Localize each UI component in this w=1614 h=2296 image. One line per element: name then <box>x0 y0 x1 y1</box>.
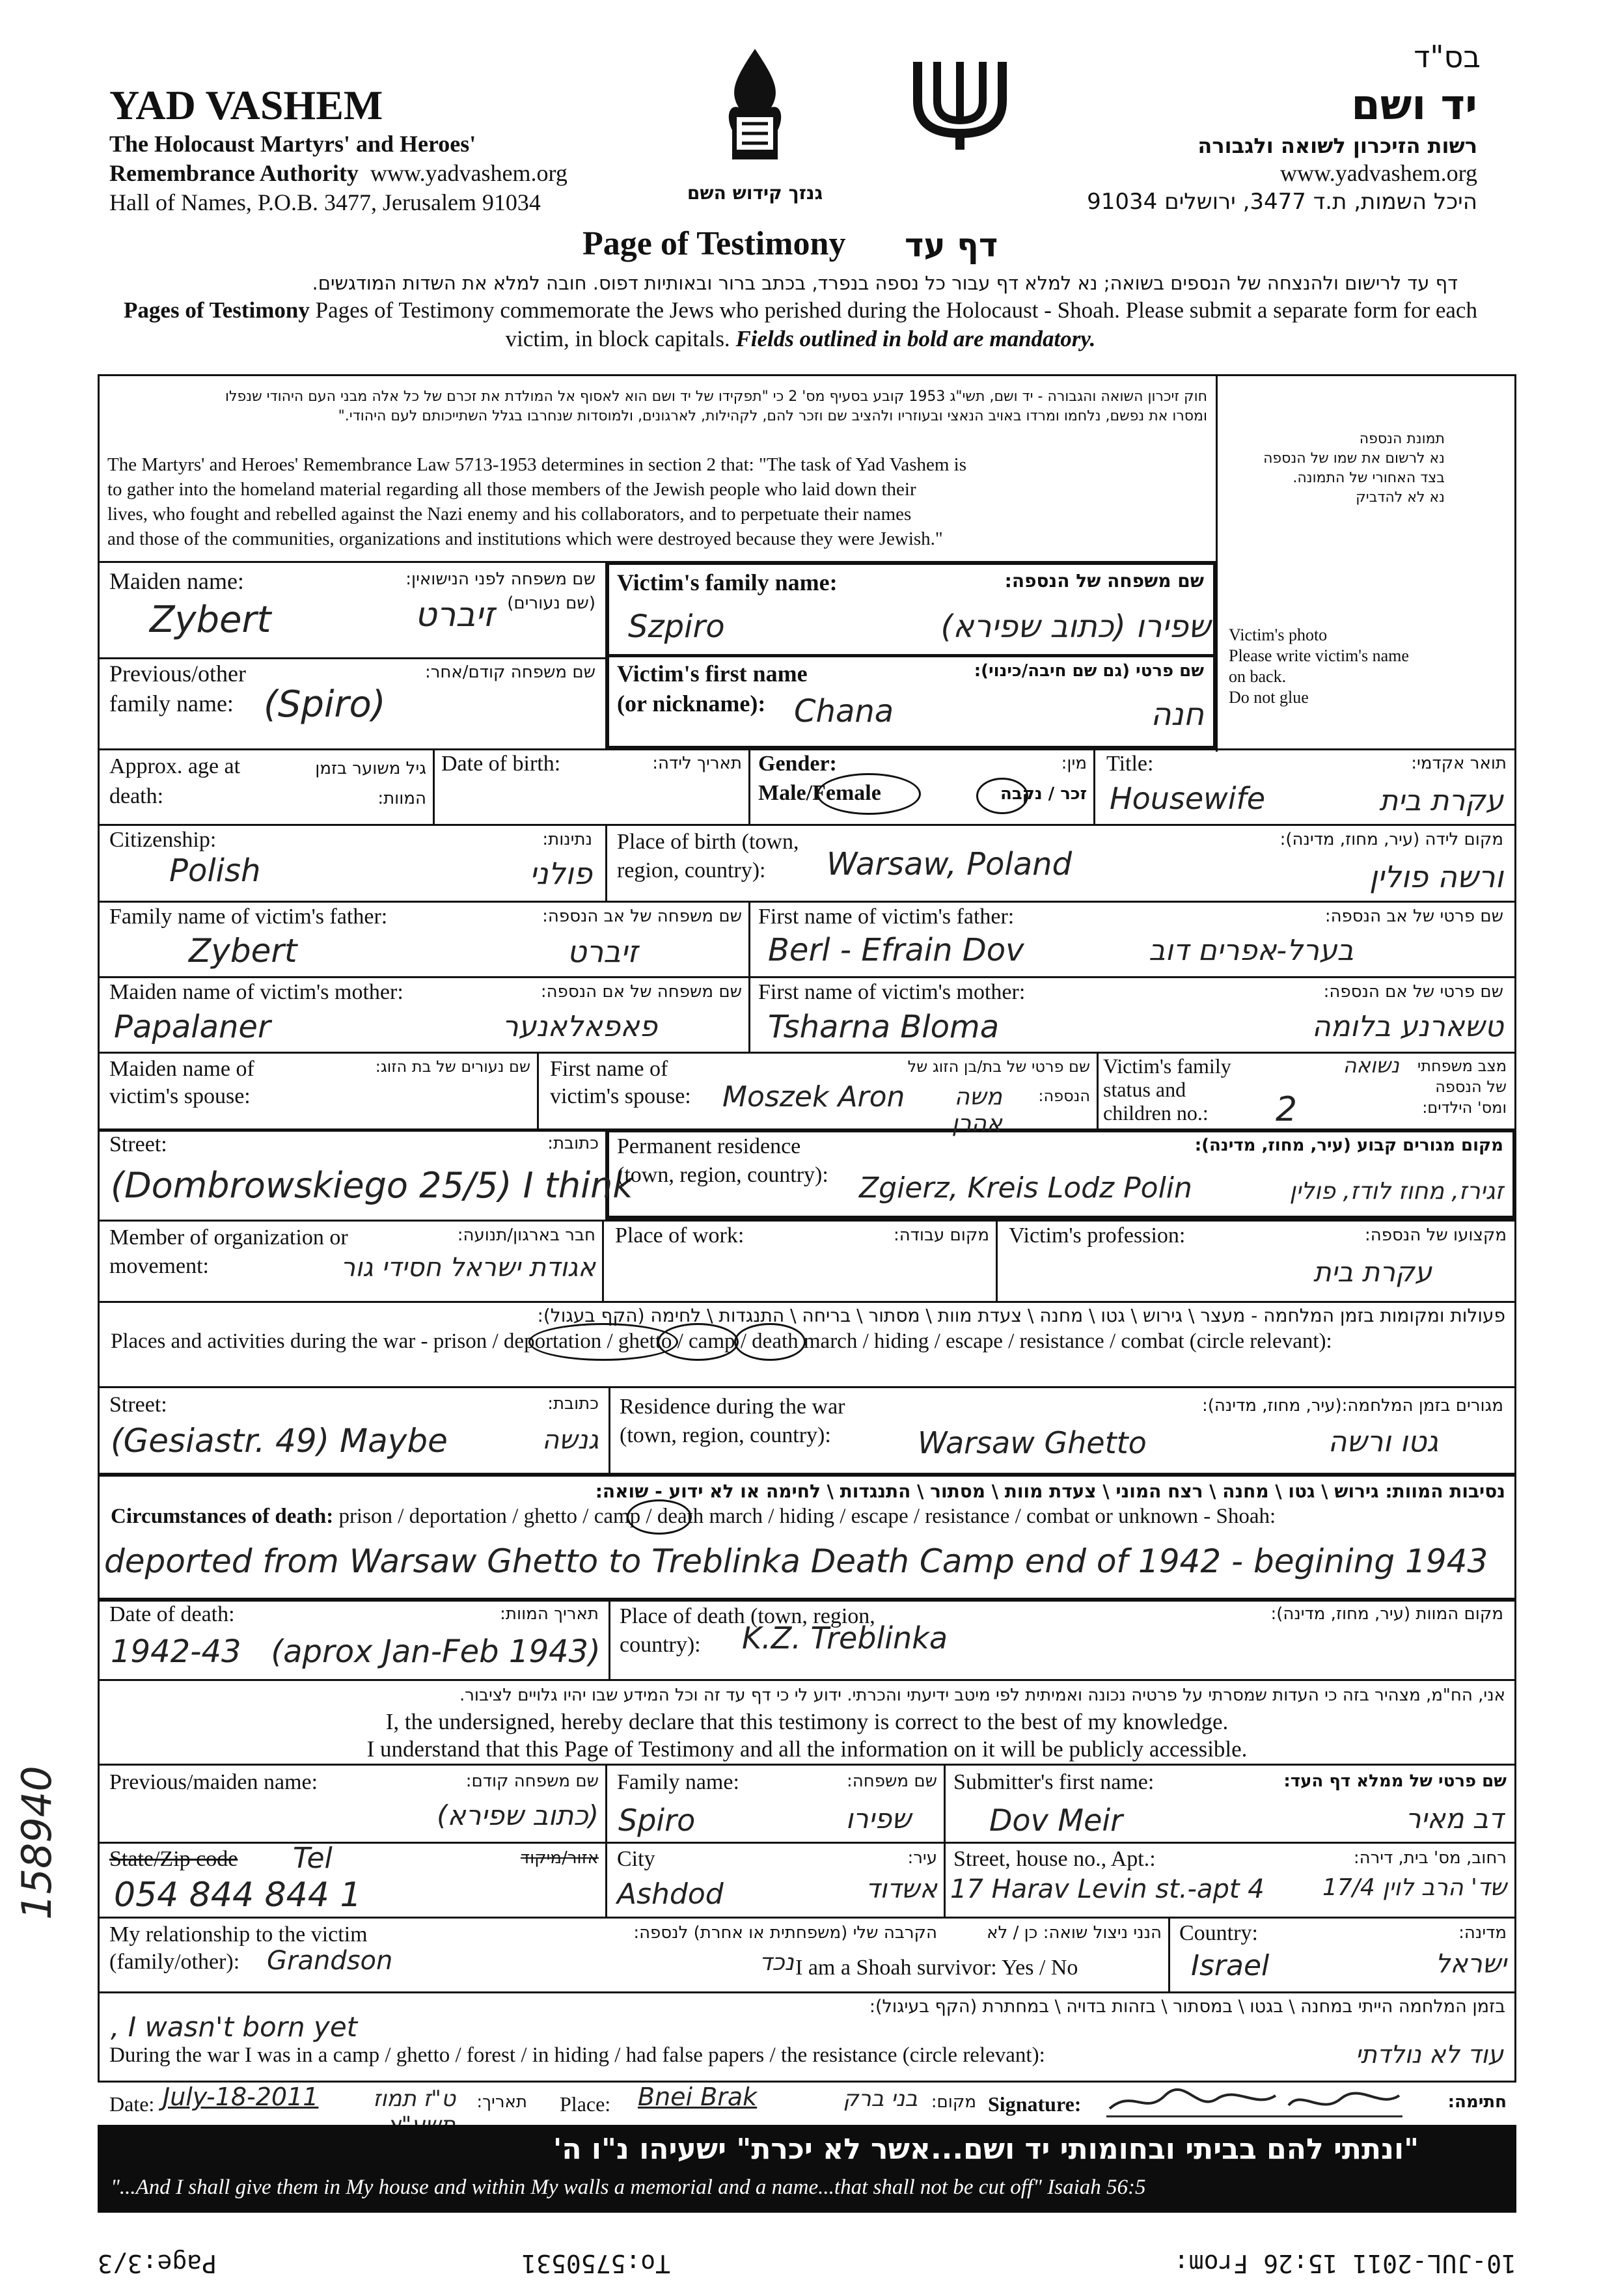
photo-instructions-he: תמונת הנספה נא לרשום את שמו של הנספה בצד האחורי של התמונה. נא לא להדביק <box>1263 431 1445 506</box>
gender-options-he: זכר / נקבה <box>1000 784 1087 804</box>
maiden-name-value[interactable]: Zybert <box>150 599 271 641</box>
gender-label: Gender: <box>758 752 837 776</box>
org-address-en: Hall of Names, P.O.B. 3477, Jerusalem 91034 <box>109 189 541 215</box>
family-status-label: Victim's family status and children no.: <box>1103 1054 1231 1125</box>
date-value-he[interactable]: ט"ז תמוז <box>373 2086 456 2112</box>
family-name-value-he[interactable]: שפירו (כתוב שפירא) <box>940 608 1210 645</box>
ghetto-circle <box>657 1323 739 1361</box>
relationship-value-he[interactable]: נכד <box>759 1949 794 1976</box>
org-address-he: היכל השמות, ת.ד 3477, ירושלים 91034 <box>1087 189 1477 215</box>
previous-name-label-he: שם משפחה קודם/אחר: <box>424 663 595 682</box>
spouse-maiden-label: Maiden name of victim's spouse: <box>109 1057 254 1108</box>
death-date-label-he: תאריך המוות: <box>500 1604 599 1624</box>
declaration-he: אני, הח"מ, מצהיר בזה כי העדות שמסרתי על פרטיה נכונה ואמיתית לפי מיטב ידיעתי והכרתי. ידוע לי כי דף עד זה וכל המידע שבו יהיו גלויים לציבור. <box>459 1686 1505 1705</box>
place-value[interactable]: Bnei Brak <box>638 2083 758 2111</box>
mother-first-label-he: שם פרטי של אם הנספה: <box>1323 982 1503 1002</box>
profession-label: Victim's profession: <box>1009 1223 1186 1248</box>
relationship-label-he: הקרבה שלי (משפחתית או אחרת) לנספה: <box>633 1923 937 1943</box>
war-residence-label: Residence during the war (town, region, country): <box>620 1395 845 1447</box>
footer-quote-en: "...And I shall give them in My house and within My walls a memorial and a name...that shall not be cut off" Isaiah 56:5 <box>111 2176 1146 2199</box>
spouse-first-label-he: שם פרטי של בת/בן הזוג של <box>907 1058 1090 1076</box>
footer-quote-banner <box>98 2125 1516 2213</box>
law-text-en: The Martyrs' and Heroes' Remembrance Law 5713-1953 determines in section 2 that: "The task of Yad Vashem is to gather into the homeland material regarding all those members of the Jewish people who laid down their lives, who fought and rebelled against the Nazi enemy and his collaborators, and to perpetuate their names and those of the communities, organizations and institutions which were destroyed because they were Jewish." <box>107 454 966 549</box>
family-name-label: Victim's family name: <box>617 569 838 595</box>
submitter-prev-name-label: Previous/maiden name: <box>109 1770 318 1794</box>
submitter-first-name-label: Submitter's first name: <box>953 1770 1155 1794</box>
spouse-first-value[interactable]: Moszek Aron <box>722 1080 905 1114</box>
first-name-value-he[interactable]: חנה <box>1151 696 1204 733</box>
birthplace-value-he[interactable]: ורשה פולין <box>1369 859 1503 894</box>
citizenship-value[interactable]: Polish <box>169 853 261 889</box>
yad-vashem-flame-logo <box>709 46 800 169</box>
family-status-value-he[interactable]: נשואה <box>1343 1053 1399 1078</box>
submitter-street-value-he[interactable]: שד' הרב לוין 17/4 <box>1322 1874 1507 1901</box>
submitter-family-name-label-he: שם משפחה: <box>847 1771 937 1791</box>
citizenship-label-he: נתינות: <box>542 830 592 849</box>
submitter-family-name-value[interactable]: Spiro <box>618 1803 696 1838</box>
father-family-value[interactable]: Zybert <box>189 932 297 970</box>
org-name-he: יד ושם <box>1351 81 1477 130</box>
death-camp-circle <box>627 1499 692 1535</box>
residence-label: Permanent residence (town, region, country): <box>617 1134 828 1187</box>
mother-first-label: First name of victim's mother: <box>758 980 1026 1004</box>
submitter-city-value-he[interactable]: אשדוד <box>866 1874 937 1904</box>
death-circumstances-he: נסיבות המוות: גירוש \ גטו \ מחנה \ רצח המוני \ צעדת מוות \ מסתור \ התנגדות \ לחימה או לא ידוע - שואה: <box>595 1481 1505 1502</box>
death-place-label-he: מקום המוות (עיר, מחוז, מדינה): <box>1270 1604 1503 1624</box>
org-url-he: www.yadvashem.org <box>1280 160 1477 186</box>
death-place-label: Place of death (town, region, country): <box>620 1604 875 1657</box>
photo-instructions-en: Victim's photo Please write victim's name on back. Do not glue <box>1229 625 1409 707</box>
first-name-label: Victim's first name (or nickname): <box>617 661 808 717</box>
title-label-he: תואר אקדמי: <box>1411 754 1507 773</box>
fax-left-text: Page:3/3 <box>98 2249 217 2278</box>
father-first-label: First name of victim's father: <box>758 905 1015 929</box>
signature-scribble[interactable] <box>1106 2083 1406 2122</box>
mother-first-value[interactable]: Tsharna Bloma <box>768 1009 1000 1045</box>
country-label: Country: <box>1179 1921 1258 1945</box>
workplace-label-he: מקום עבודה: <box>893 1225 989 1245</box>
street-label: Street: <box>109 1132 167 1156</box>
submitter-zip-label: State/Zip code <box>109 1847 238 1871</box>
first-name-value[interactable]: Chana <box>794 693 894 730</box>
submitter-street-label: Street, house no., Apt.: <box>953 1847 1156 1871</box>
war-street-value-he[interactable]: גנשה <box>542 1425 599 1455</box>
submitter-prev-name-value-he[interactable]: (כתוב שפירא) <box>437 1799 599 1831</box>
father-first-value-he[interactable]: בערל-אפרים דוב <box>1149 934 1354 967</box>
war-street-label-he: כתובת: <box>547 1394 599 1414</box>
during-war-he: בזמן המלחמה הייתי במחנה \ בגטו \ במסתור \ בזהות בדויה \ במחתרת (הקף בעיגול): <box>869 1997 1505 2017</box>
date-label-he: תאריך: <box>476 2092 527 2112</box>
submitter-prev-name-label-he: שם משפחה קודם: <box>465 1771 599 1791</box>
family-name-label-he: שם משפחה של הנספה: <box>1004 570 1204 592</box>
birthplace-label: Place of birth (town, region, country): <box>617 830 799 882</box>
organization-label-he: חבר בארגון/תנועה: <box>457 1225 595 1245</box>
org-line2-he: רשות הזיכרון לשואה ולגבורה <box>1197 133 1477 158</box>
page-title-he: דף עד <box>905 226 998 264</box>
place-label: Place: <box>560 2092 611 2116</box>
title-value[interactable]: Housewife <box>1110 781 1266 816</box>
signature-label: Signature: <box>988 2092 1082 2116</box>
death-circumstances-en: Circumstances of death: prison / deportation / ghetto / camp / death march / hiding / escape / resistance / combat or unknown - Shoah: <box>111 1505 1276 1528</box>
organization-value-he[interactable]: אגודת ישראל חסידי גור <box>340 1253 595 1283</box>
war-street-label: Street: <box>109 1393 167 1417</box>
maiden-name-label-he: שם משפחה לפני הנישואין: <box>405 569 595 589</box>
residence-value-he[interactable]: זגירז, מחוז לודז, פולין <box>1289 1178 1503 1205</box>
date-value[interactable]: July-18-2011 <box>163 2083 319 2111</box>
birthplace-value[interactable]: Warsaw, Poland <box>827 846 1073 882</box>
death-date-value[interactable]: 1942-43 (aprox Jan-Feb 1943) <box>111 1633 601 1670</box>
menorah-logo <box>911 55 1009 153</box>
fax-header-line <box>98 2239 1516 2278</box>
spouse-maiden-label-he: שם נעורים של בת הזוג: <box>375 1058 530 1076</box>
submitter-city-label: City <box>617 1847 655 1871</box>
children-count-value[interactable]: 2 <box>1276 1090 1298 1129</box>
submitter-family-name-value-he[interactable]: שפירו <box>845 1803 911 1835</box>
org-line2-en: The Holocaust Martyrs' and Heroes' <box>109 131 476 157</box>
country-label-he: מדינה: <box>1458 1923 1507 1943</box>
death-date-label: Date of death: <box>109 1602 235 1626</box>
logo-caption-he: גנזך קידוש השם <box>687 182 823 204</box>
submitter-first-name-label-he: שם פרטי של ממלא דף העד: <box>1283 1771 1507 1791</box>
street-value[interactable]: (Dombrowskiego 25/5) I think <box>111 1165 633 1206</box>
birthplace-label-he: מקום לידה (עיר, מחוז, מדינה): <box>1279 830 1503 849</box>
submitter-family-name-label: Family name: <box>617 1770 739 1794</box>
profession-value-he[interactable]: עקרת בית <box>1313 1256 1432 1288</box>
profession-label-he: מקצועו של הנספה: <box>1365 1225 1507 1245</box>
father-family-label: Family name of victim's father: <box>109 905 388 929</box>
fax-center-text: To:5750531 <box>521 2249 670 2278</box>
war-residence-value[interactable]: Warsaw Ghetto <box>918 1425 1147 1460</box>
war-street-value[interactable]: (Gesiastr. 49) Maybe <box>111 1422 448 1460</box>
father-first-value[interactable]: Berl - Efrain Dov <box>768 932 1024 968</box>
residence-value[interactable]: Zgierz, Kreis Lodz Polin <box>859 1171 1192 1205</box>
family-name-value[interactable]: Szpiro <box>628 608 725 645</box>
first-name-label-he: שם פרטי (גם שם חיבה/כינוי): <box>974 661 1204 681</box>
instructions-he: דף עד לרישום ולהנצחה של הנספים בשואה; נא למלא דף עבור כל נספה בנפרד, בכתב ברור ובאותיות דפוס. חובה למלא את השדות המודגשים. <box>312 272 1458 294</box>
submitter-zip-label-he: אזור/מיקוד <box>520 1848 599 1868</box>
mother-first-value-he[interactable]: טשארנע בלומה <box>1311 1010 1503 1043</box>
deportation-circle <box>528 1323 678 1361</box>
instructions-en: Pages of Testimony Pages of Testimony commemorate the Jews who perished during the Holocaust - Shoah. Please submit a separate form for each victim, in block capitals. Fields outlined in bold are mandatory. <box>124 297 1477 351</box>
family-status-label-he: מצב משפחתי של הנספה ומס' הילדים: <box>1417 1057 1507 1117</box>
page-title-en: Page of Testimony <box>582 225 846 262</box>
street-label-he: כתובת: <box>547 1134 599 1153</box>
organization-label: Member of organization or movement: <box>109 1225 348 1278</box>
org-line3-en: Remembrance Authority www.yadvashem.org <box>109 160 568 186</box>
age-label: Approx. age at death: <box>109 754 241 808</box>
spouse-first-label: First name of victim's spouse: <box>550 1057 691 1108</box>
header-corner-hebrew: בס"ד <box>1414 39 1481 74</box>
margin-handwritten-number: 158940 <box>13 1766 61 1920</box>
spouse-first-label-he2: הנספה: <box>1038 1087 1090 1105</box>
mother-maiden-value-he[interactable]: פאפאלאנער <box>502 1010 657 1043</box>
survivor-label-he: הנני ניצול שואה: כן / לא <box>987 1923 1162 1943</box>
submitter-city-value[interactable]: Ashdod <box>617 1878 724 1911</box>
submitter-phone-value[interactable]: 054 844 844 1 <box>114 1876 362 1915</box>
submitter-city-label-he: עיר: <box>907 1848 937 1868</box>
law-text-he: חוק זיכרון השואה והגבורה - יד ושם, תשי"ג 1953 קובע בסעיף מס' 2 כי "תפקידו של יד ושם הוא לאסוף אל המולדת את זכרם של כל אלה מבני העם היהודי שנפלו ומסרו את נפשם, נלחמו ומרדו באויב הנאצי ובעוזריו ולהציב שם וזכר להם, לקהילות, לארגונים, ולמוסדות שנחרבו בגלל השתייכותם לעם היהודי." <box>225 389 1207 424</box>
gender-female-circle <box>817 773 921 815</box>
footer-quote-he: "ונתתי להם בביתי ובחומותי יד ושם...אשר לא יכרת" ישעיהו נ"ו ה' <box>553 2133 1419 2166</box>
father-first-label-he: שם פרטי של אב הנספה: <box>1324 907 1503 926</box>
declaration-en: I, the undersigned, hereby declare that this testimony is correct to the best of my knowledge. I understand that this Page of Testimony and all the information on it will be publicly accessible. <box>366 1709 1248 1762</box>
death-circumstances-value[interactable]: deported from Warsaw Ghetto to Treblinka Death Camp end of 1942 - begining 1943 <box>104 1542 1488 1580</box>
signature-label-he: חתימה: <box>1447 2092 1507 2112</box>
gender-female-he-circle <box>976 778 1028 814</box>
org-name-en: YAD VASHEM <box>109 82 383 128</box>
citizenship-label: Citizenship: <box>109 828 217 852</box>
father-family-value-he[interactable]: זיברט <box>567 934 638 969</box>
maiden-name-label-he2: (שם נעורים) <box>507 594 595 613</box>
survivor-label[interactable]: I am a Shoah survivor: Yes / No <box>795 1956 1078 1980</box>
previous-name-value[interactable]: (Spiro) <box>264 683 386 726</box>
title-value-he[interactable]: עקרת בית <box>1379 784 1503 817</box>
submitter-first-name-value-he[interactable]: דב מאיר <box>1405 1803 1503 1835</box>
submitter-street-value[interactable]: 17 Harav Levin st.-apt 4 <box>950 1874 1265 1904</box>
during-war-value-he[interactable]: עוד לא נולדתי <box>1355 2040 1503 2069</box>
workplace-label: Place of work: <box>615 1223 745 1248</box>
citizenship-value-he[interactable]: פולני <box>529 856 592 891</box>
country-value[interactable]: Israel <box>1191 1949 1270 1982</box>
date-label: Date: <box>109 2092 155 2116</box>
country-value-he[interactable]: ישראל <box>1435 1949 1507 1979</box>
spouse-first-value-he[interactable]: משה אהרן <box>951 1084 1002 1137</box>
mother-maiden-label: Maiden name of victim's mother: <box>109 980 404 1004</box>
relationship-label: My relationship to the victim (family/other): <box>109 1922 368 1974</box>
maiden-name-label: Maiden name: <box>109 568 244 594</box>
war-activities-en: Places and activities during the war - prison / deportation / ghetto / camp / death march / hiding / escape / resistance / combat (circle relevant): <box>111 1330 1332 1353</box>
submitter-first-name-value[interactable]: Dov Meir <box>989 1803 1123 1838</box>
camp-circle <box>734 1323 806 1361</box>
gender-label-he: מין: <box>1061 754 1087 773</box>
place-value-he[interactable]: בני ברק <box>843 2086 918 2112</box>
fax-right-text: 10-JUL-2011 15:26 From: <box>1173 2249 1516 2278</box>
war-residence-label-he: מגורים בזמן המלחמה:(עיר, מחוז, מדינה): <box>1202 1396 1503 1415</box>
father-family-label-he: שם משפחה של אב הנספה: <box>542 907 742 926</box>
maiden-name-value-he[interactable]: זיברט <box>415 595 495 635</box>
relationship-value[interactable]: Grandson <box>267 1946 393 1976</box>
title-label: Title: <box>1106 752 1154 776</box>
place-label-he: מקום: <box>931 2092 976 2112</box>
during-war-value[interactable]: , I wasn't born yet <box>111 2011 358 2043</box>
submitter-zip-value[interactable]: Tel <box>293 1842 333 1875</box>
mother-maiden-value[interactable]: Papalaner <box>114 1009 271 1045</box>
age-label-he: גיל משוער בזמן המוות: <box>315 759 426 808</box>
during-war-en: During the war I was in a camp / ghetto / forest / in hiding / had false papers / the resistance (circle relevant): <box>109 2043 1045 2067</box>
submitter-street-label-he: רחוב, מס' בית, דירה: <box>1353 1848 1507 1868</box>
dob-label: Date of birth: <box>441 752 561 776</box>
war-activities-he: פעולות ומקומות בזמן המלחמה - מעצר \ גירוש \ גטו \ מחנה \ צעדת מוות \ מסתור \ בריחה \ התנגדות \ לחימה (הקף בעגול): <box>537 1305 1505 1326</box>
residence-label-he: מקום מגורים קבוע (עיר, מחוז, מדינה): <box>1194 1136 1503 1155</box>
gender-options: Male/Female <box>758 781 881 805</box>
dob-label-he: תאריך לידה: <box>652 754 742 773</box>
war-residence-value-he[interactable]: גטו ורשה <box>1328 1425 1438 1458</box>
mother-maiden-label-he: שם משפחה של אם הנספה: <box>540 982 742 1002</box>
previous-name-label: Previous/other family name: <box>109 661 246 717</box>
death-place-value[interactable]: K.Z. Treblinka <box>742 1620 948 1656</box>
